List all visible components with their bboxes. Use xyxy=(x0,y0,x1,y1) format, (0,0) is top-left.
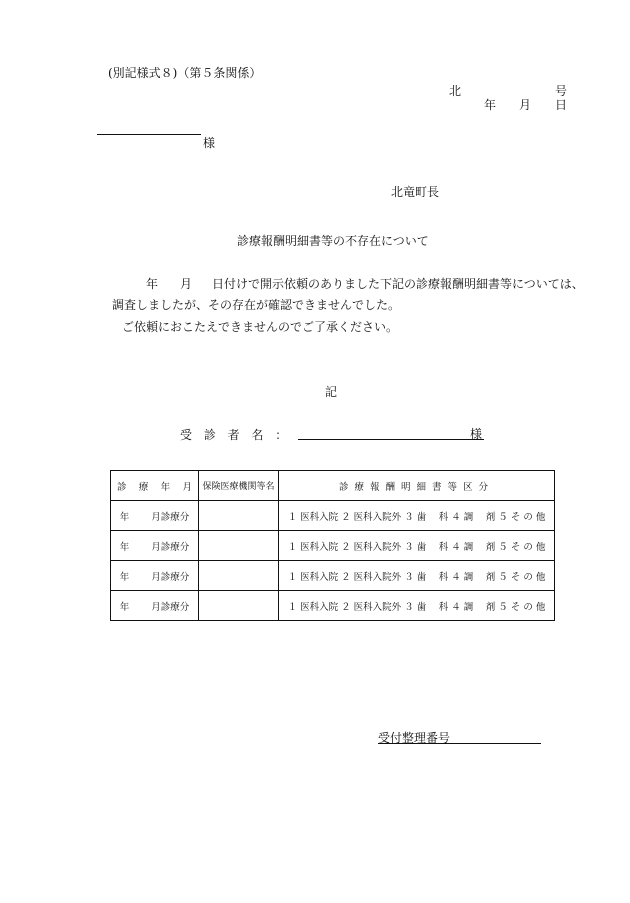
row-period xyxy=(111,501,199,531)
header-period-3: 年 xyxy=(160,481,171,493)
body-year: 年 xyxy=(146,277,159,291)
table-row xyxy=(111,591,555,621)
sender-name: 北竜町長 xyxy=(391,185,440,199)
header-period-1: 診 xyxy=(117,481,127,493)
ki-heading: 記 xyxy=(325,385,338,399)
date-day: 日 xyxy=(555,98,568,112)
claim-table xyxy=(110,470,555,621)
table-row xyxy=(111,561,555,591)
row-institution[interactable] xyxy=(199,591,279,621)
date-month: 月 xyxy=(519,98,532,112)
header-institution: 保険医療機関等名 xyxy=(199,471,279,501)
body-line2: 調査しましたが、その存在が確認できませんでした。 xyxy=(112,298,401,312)
receipt-number-line xyxy=(378,743,541,744)
receipt-label: 受付整理番号 xyxy=(378,731,451,745)
row-period xyxy=(111,591,199,621)
row-categories: １ 医科入院 ２ 医科入院外 ３ 歯 科 ４ 調 剤 ５ そ の 他 xyxy=(279,591,555,621)
patient-name-line xyxy=(298,439,484,440)
row-categories: １ 医科入院 ２ 医科入院外 ３ 歯 科 ４ 調 剤 ５ そ の 他 xyxy=(279,501,555,531)
number-suffix: 号 xyxy=(555,84,568,98)
header-period-2: 療 xyxy=(138,481,149,493)
form-id: (別記様式８)（第５条関係） xyxy=(108,66,262,80)
table-row xyxy=(111,531,555,561)
row-institution[interactable] xyxy=(199,531,279,561)
row-year: 年 xyxy=(119,601,130,613)
addressee-suffix: 様 xyxy=(203,136,216,150)
table-header-row xyxy=(111,471,555,501)
body-line1: 日付けで開示依頼のありました下記の診療報酬明細書等については、 xyxy=(212,277,584,291)
header-period-4: 月 xyxy=(182,481,192,493)
header-period xyxy=(111,471,199,501)
row-categories: １ 医科入院 ２ 医科入院外 ３ 歯 科 ４ 調 剤 ５ そ の 他 xyxy=(279,531,555,561)
patient-label: 受 診 者 名 ： xyxy=(180,428,292,442)
document-title: 診療報酬明細書等の不存在について xyxy=(237,234,429,248)
row-period xyxy=(111,561,199,591)
row-categories: １ 医科入院 ２ 医科入院外 ３ 歯 科 ４ 調 剤 ５ そ の 他 xyxy=(279,561,555,591)
addressee-line xyxy=(97,134,201,135)
row-month-label: 月診療分 xyxy=(151,571,190,583)
row-month-label: 月診療分 xyxy=(151,511,190,523)
patient-suffix: 様 xyxy=(470,427,483,441)
row-month-label: 月診療分 xyxy=(151,601,190,613)
row-year: 年 xyxy=(119,571,130,583)
row-institution[interactable] xyxy=(199,561,279,591)
row-month-label: 月診療分 xyxy=(151,541,190,553)
header-category: 診療報酬明細書等区分 xyxy=(279,471,555,501)
row-year: 年 xyxy=(119,541,130,553)
row-period xyxy=(111,531,199,561)
row-year: 年 xyxy=(119,511,130,523)
number-kanji: 北 xyxy=(449,84,462,98)
body-month: 月 xyxy=(180,277,193,291)
date-year: 年 xyxy=(484,98,497,112)
body-line3: ご依頼におこたえできませんのでご了承ください。 xyxy=(122,320,399,334)
table-row xyxy=(111,501,555,531)
row-institution[interactable] xyxy=(199,501,279,531)
